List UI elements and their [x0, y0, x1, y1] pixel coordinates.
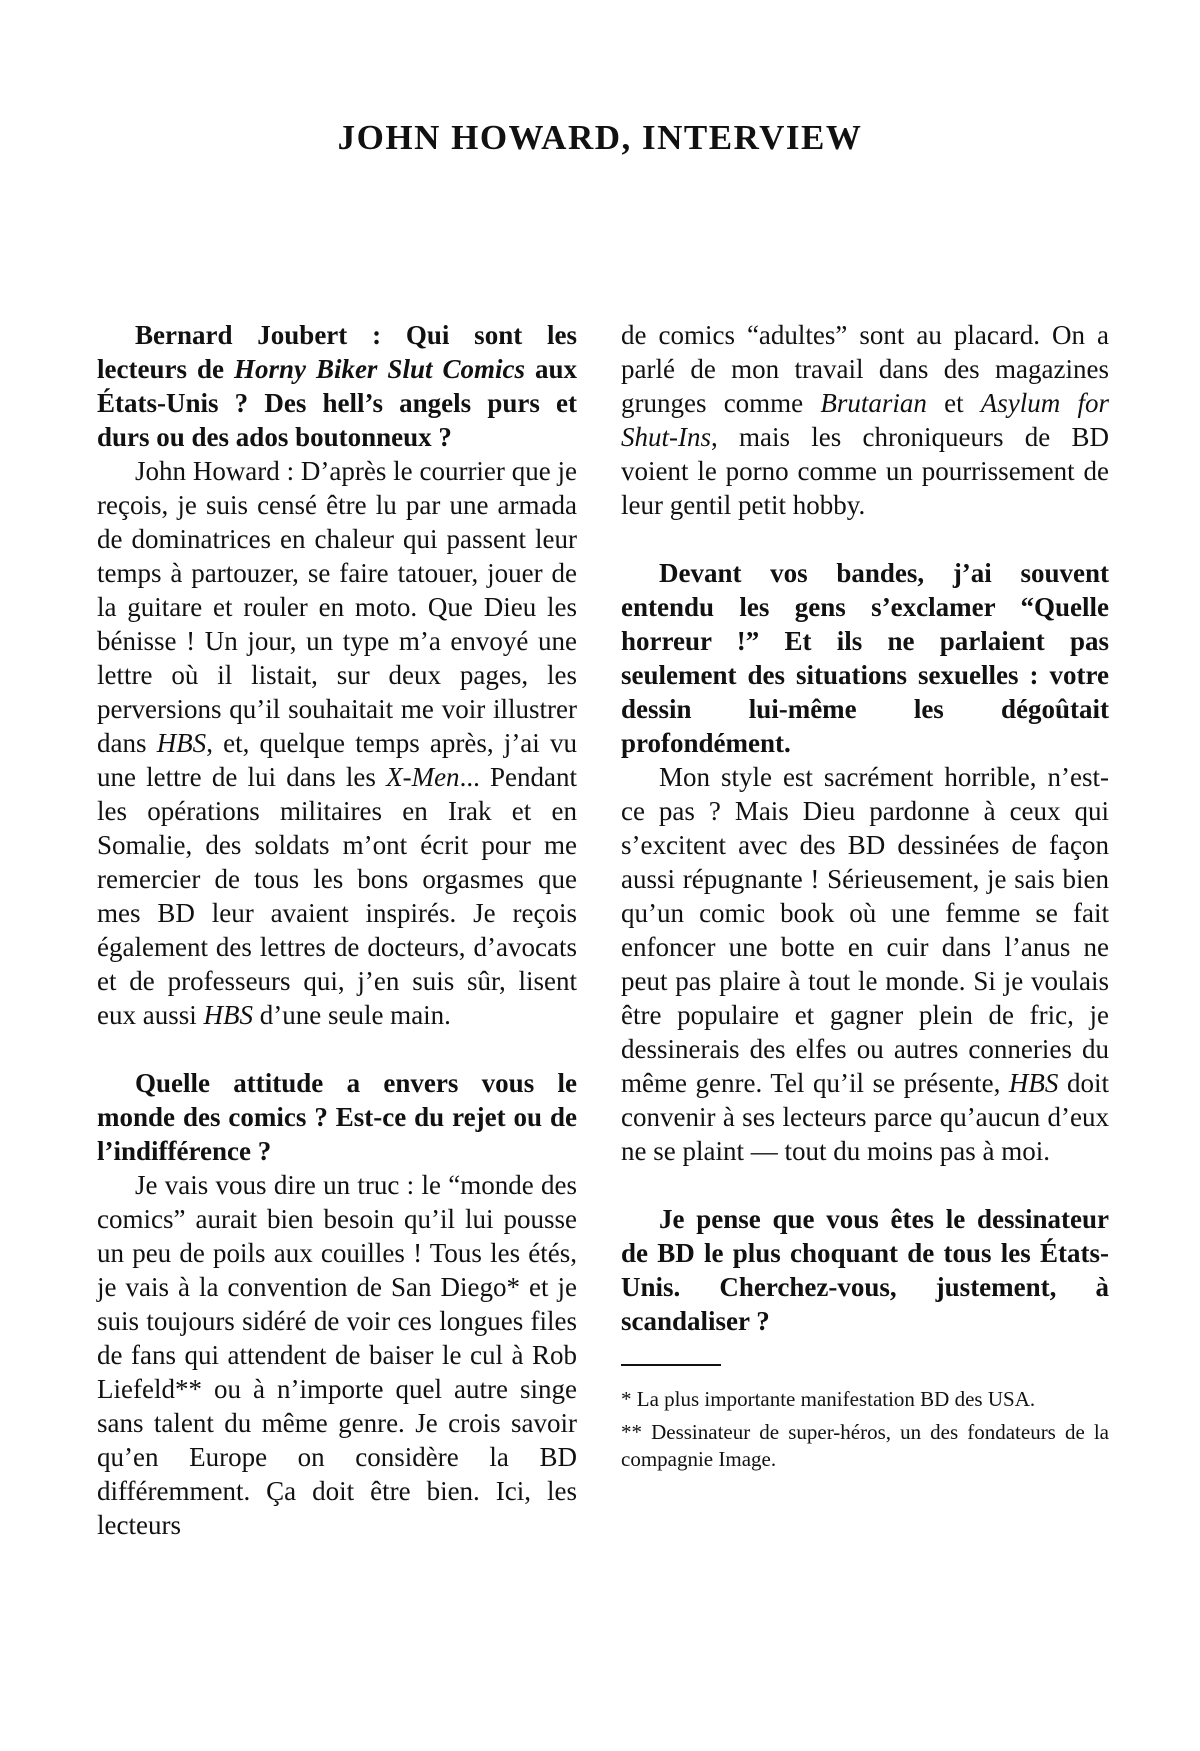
right-column: [621, 318, 1109, 1479]
question-1: Bernard Joubert : Qui sont les lecteurs de Horny Biker Slut Comics aux États-Unis ? Des hell’s angels purs et durs ou des ados boutonneux ?: [97, 320, 577, 452]
answer-3: Mon style est sacrément horrible, n’est-ce pas ? Mais Dieu pardonne à ceux qui s’excitent avec des BD dessinées de façon aussi répugnante ! Sérieusement, je sais bien qu’un comic book où une femme se fait enfoncer une botte en cuir dans l’anus ne peut pas plaire à tout le monde. Si je voulais être populaire et gagner plein de fric, je dessinerais des elfes ou autres conneries du même genre. Tel qu’il se présente, HBS doit convenir à ses lecteurs parce qu’aucun d’eux ne se plaint — tout du moins pas à moi.: [621, 762, 1109, 1166]
question-2: Quelle attitude a envers vous le monde des comics ? Est-ce du rejet ou de l’indifférence ?: [97, 1068, 577, 1166]
answer-1: John Howard : D’après le courrier que je reçois, je suis censé être lu par une armada de dominatrices en chaleur qui passent leur temps à partouzer, se faire tatouer, jouer de la guitare et rouler en moto. Que Dieu les bénisse ! Un jour, un type m’a envoyé une lettre où il listait, sur deux pages, les perversions qu’il souhaitait me voir illustrer dans HBS, et, quelque temps après, j’ai vu une lettre de lui dans les X-Men... Pendant les opérations militaires en Irak et en Somalie, des soldats m’ont écrit pour me remercier de tous les bons orgasmes que mes BD leur avaient inspirés. Je reçois également des lettres de docteurs, d’avocats et de professeurs qui, j’en suis sûr, lisent eux aussi HBS d’une seule main.: [97, 456, 577, 1030]
answer-2-continued: de comics “adultes” sont au placard. On a parlé de mon travail dans des magazines grunges comme Brutarian et Asylum for Shut-Ins, mais les chroniqueurs de BD voient le porno comme un pourrissement de leur gentil petit hobby.: [621, 320, 1109, 520]
answer-2: Je vais vous dire un truc : le “monde des comics” aurait bien besoin qu’il lui pousse un peu de poils aux couilles ! Tous les étés, je vais à la convention de San Diego* et je suis toujours sidéré de voir ces longues files de fans qui attendent de baiser le cul à Rob Liefeld** ou à n’importe quel autre singe sans talent du même genre. Je crois savoir qu’en Europe on considère la BD différemment. Ça doit être bien. Ici, les lecteurs: [97, 1170, 577, 1540]
footnote-2: ** Dessinateur de super-héros, un des fondateurs de la compagnie Image.: [621, 1420, 1109, 1471]
left-column: [97, 318, 577, 1542]
footnote-divider: [621, 1364, 721, 1366]
page-title: JOHN HOWARD, INTERVIEW: [337, 118, 863, 157]
footnote-1: * La plus importante manifestation BD des USA.: [621, 1387, 1036, 1411]
question-4: Je pense que vous êtes le dessinateur de BD le plus choquant de tous les États-Unis. Cherchez-vous, justement, à scandaliser ?: [621, 1204, 1109, 1336]
question-3: Devant vos bandes, j’ai souvent entendu les gens s’exclamer “Quelle horreur !” Et ils ne parlaient pas seulement des situations sexuelles : votre dessin lui-même les dégoûtait profondément.: [621, 558, 1109, 758]
